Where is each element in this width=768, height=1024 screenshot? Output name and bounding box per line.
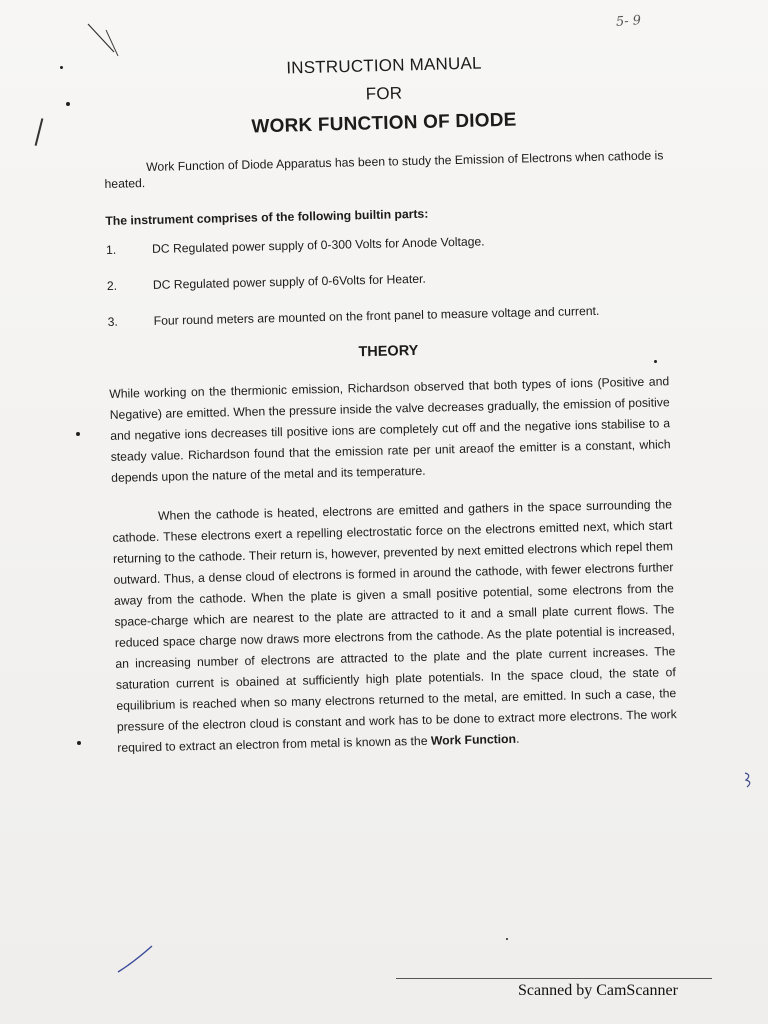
list-item (107, 265, 667, 294)
theory-paragraph-2-text: When the cathode is heated, electrons are emitted and gathers in the space surrounding the cathode. These electrons exert a repelling electrostatic force on the electrons emitted next, which start returning to the cathode. Their return is, however, prevented by next emitted electrons which repel them outward. Thus, a dense cloud of electrons is formed in around the cathode, with fewer electrons further away from the cathode. When the plate is given a small positive potential, some electrons from the space-charge which are nearest to the plate are attracted to it and a small plate current flows. The reduced space charge now draws more electrons from the cathode. As the plate potential is increased, an increasing number of electrons are attracted to the plate and the plate current increases. The saturation current is obained at sufficiently high plate potentials. In the space cloud, the state of equilibrium is reached when so many electrons returned to the metal, are emitted. In such a case, the pressure of the electron cloud is constant and work has to be done to extract more electrons. The work required to extract an electron from metal is known as the (112, 497, 677, 755)
theory-paragraph-1: While working on the thermionic emission, Richardson observed that both types of ions (Positive and Negative) are emitted. When the pressure inside the valve decreases gradually, the emission of positive and negative ions decreases till positive ions are completely cut off and the negative ions stabilise to a steady value. Richardson found that the emission rate per unit areaof the emitter is a constant, which depends upon the nature of the metal and its temperature. (109, 374, 671, 485)
document-title (0, 52, 768, 138)
footer-divider (396, 978, 712, 979)
title-line-2: FOR (365, 83, 403, 104)
list-item-number: 1. (105, 242, 117, 257)
title-line-3: WORK FUNCTION OF DIODE (251, 109, 517, 138)
pen-stroke-icon (112, 940, 162, 980)
list-item-text: Four round meters are mounted on the front panel to measure voltage and current. (153, 303, 600, 328)
theory-heading: THEORY (358, 342, 419, 361)
intro-paragraph: Work Function of Diode Apparatus has been to study the Emission of Electrons when cathode is heated. (104, 148, 664, 191)
document-body (104, 147, 677, 759)
list-item-text: DC Regulated power supply of 0-300 Volts for Anode Voltage. (151, 234, 485, 256)
list-item-number: 2. (106, 278, 118, 293)
list-item (106, 229, 666, 258)
list-item-number: 3. (107, 314, 119, 329)
scanner-watermark: Scanned by CamScanner (518, 982, 678, 999)
list-item-text: DC Regulated power supply of 0-6Volts for Heater. (152, 271, 426, 292)
page-number-annotation: 5- 9 (615, 13, 642, 30)
work-function-term: Work Function (430, 731, 517, 748)
parts-list (106, 229, 668, 330)
speck-icon (506, 938, 508, 940)
margin-scribble-icon (742, 770, 756, 790)
margin-bullet-icon (76, 432, 80, 436)
title-line-1: INSTRUCTION MANUAL (286, 53, 482, 78)
margin-bullet-icon (77, 741, 81, 745)
list-item (107, 301, 667, 330)
parts-heading: The instrument comprises of the following builtin parts: (105, 206, 429, 228)
theory-paragraph-2-end: . (515, 731, 520, 746)
theory-paragraph-2 (112, 494, 678, 759)
